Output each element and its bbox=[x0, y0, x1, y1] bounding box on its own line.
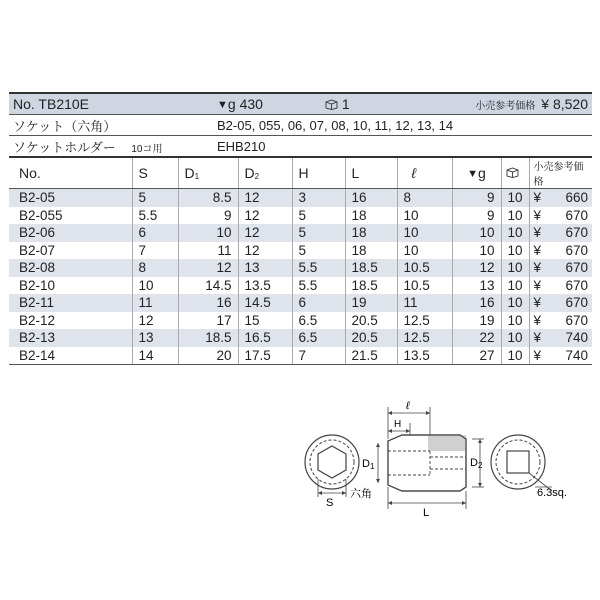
socket-diagram bbox=[290, 395, 590, 520]
cell-no: B2-06 bbox=[9, 224, 132, 242]
cell-d2: 15 bbox=[238, 312, 292, 330]
cell-d1: 14.5 bbox=[178, 277, 238, 295]
cell-d1: 11 bbox=[178, 242, 238, 260]
cell-h: 5 bbox=[292, 224, 345, 242]
cell-g: 16 bbox=[452, 294, 501, 312]
cell-g: 22 bbox=[452, 329, 501, 347]
diagram-ell-label: ℓ bbox=[406, 400, 410, 412]
cell-ell: 10 bbox=[397, 207, 452, 225]
price-value: 740 bbox=[565, 347, 588, 363]
cell-h: 5 bbox=[292, 242, 345, 260]
diagram-s-label: S bbox=[326, 497, 334, 509]
socket-sizes: B2-05, 055, 06, 07, 08, 10, 11, 12, 13, 14 bbox=[217, 115, 592, 136]
price-value: 670 bbox=[565, 277, 588, 293]
price-value: 660 bbox=[565, 190, 588, 206]
cell-no: B2-11 bbox=[9, 294, 132, 312]
cell-qty: 10 bbox=[501, 189, 529, 207]
col-weight: ▼g bbox=[452, 158, 501, 189]
cell-ell: 12.5 bbox=[397, 312, 452, 330]
cell-d1: 9 bbox=[178, 207, 238, 225]
cell-d2: 16.5 bbox=[238, 329, 292, 347]
cell-price bbox=[529, 312, 592, 330]
box-icon bbox=[325, 99, 338, 110]
table-row bbox=[9, 277, 592, 295]
col-price: 小売参考価格 bbox=[529, 158, 592, 189]
table-row bbox=[9, 224, 592, 242]
holder-row bbox=[9, 136, 592, 158]
cell-h: 7 bbox=[292, 347, 345, 365]
col-d2: $D_2$ bbox=[238, 158, 292, 189]
cell-no: B2-13 bbox=[9, 329, 132, 347]
cell-no: B2-12 bbox=[19, 312, 56, 328]
cell-d1: 8.5 bbox=[178, 189, 238, 207]
cell-d1: 12 bbox=[178, 259, 238, 277]
col-l: L bbox=[345, 158, 397, 189]
cell-d2: 13.5 bbox=[238, 277, 292, 295]
set-price: 小売参考価格 ¥ 8,520 bbox=[419, 93, 592, 115]
cell-g: 9 bbox=[452, 189, 501, 207]
cell-price bbox=[529, 189, 592, 207]
price-value: 670 bbox=[565, 207, 588, 223]
cell-d2: 13 bbox=[238, 259, 292, 277]
set-info-table bbox=[9, 92, 592, 158]
diagram-d2-label: D2 bbox=[470, 457, 483, 470]
col-no: No. bbox=[9, 158, 132, 189]
cell-s: 7 bbox=[132, 242, 178, 260]
spec-sheet bbox=[9, 92, 592, 365]
cell-price bbox=[529, 224, 592, 242]
cell-d2: 12 bbox=[238, 242, 292, 260]
diagram-sq-label: 6.3sq. bbox=[537, 487, 567, 499]
box-icon bbox=[506, 167, 519, 178]
cell-price bbox=[529, 329, 592, 347]
holder-model: EHB210 bbox=[217, 136, 592, 158]
cell-d2: 17.5 bbox=[238, 347, 292, 365]
table-row bbox=[9, 294, 592, 312]
table-row bbox=[9, 329, 592, 347]
cell-d2: 12 bbox=[238, 189, 292, 207]
yen-sign: ¥ bbox=[533, 312, 542, 328]
cell-price bbox=[529, 242, 592, 260]
set-quantity: 1 bbox=[325, 93, 419, 115]
diagram-l-label: L bbox=[423, 507, 430, 519]
cell-l: 20.5 bbox=[345, 312, 397, 330]
cell-d1: 17 bbox=[178, 312, 238, 330]
down-triangle-icon: ▼ bbox=[467, 168, 479, 180]
cell-ell: 11 bbox=[397, 294, 452, 312]
cell-s: 8 bbox=[132, 259, 178, 277]
cell-ell: 8 bbox=[397, 189, 452, 207]
yen-sign: ¥ bbox=[533, 277, 542, 293]
cell-l: 18.5 bbox=[345, 259, 397, 277]
cell-ell: 10 bbox=[397, 242, 452, 260]
diagram-h-label: H bbox=[394, 419, 402, 430]
cell-g: 19 bbox=[452, 312, 501, 330]
cell-h: 5 bbox=[292, 207, 345, 225]
cell-qty: 10 bbox=[501, 329, 529, 347]
cell-h: 6 bbox=[292, 294, 345, 312]
table-row bbox=[9, 207, 592, 225]
cell-s: 12 bbox=[132, 312, 178, 330]
cell-d2: 12 bbox=[238, 224, 292, 242]
holder-label: ソケットホルダー 10コ用 bbox=[9, 136, 217, 158]
cell-g: 10 bbox=[452, 224, 501, 242]
table-row bbox=[9, 242, 592, 260]
cell-l: 18.5 bbox=[345, 277, 397, 295]
yen-sign: ¥ bbox=[533, 242, 542, 258]
col-qty bbox=[501, 158, 529, 189]
table-row bbox=[9, 189, 592, 207]
cell-l: 18 bbox=[345, 207, 397, 225]
cell-g: 12 bbox=[452, 259, 501, 277]
cell-h: 3 bbox=[292, 189, 345, 207]
cell-h: 5.5 bbox=[292, 259, 345, 277]
cell-qty: 10 bbox=[501, 294, 529, 312]
price-value: 670 bbox=[565, 225, 588, 241]
cell-qty: 10 bbox=[501, 259, 529, 277]
col-s: S bbox=[132, 158, 178, 189]
cell-ell: 10.5 bbox=[397, 277, 452, 295]
socket-row bbox=[9, 115, 592, 136]
cell-s: 5.5 bbox=[132, 207, 178, 225]
cell-d2: 12 bbox=[238, 207, 292, 225]
cell-no: B2-14 bbox=[9, 347, 132, 365]
front-view bbox=[305, 435, 372, 509]
cell-d1: 18.5 bbox=[178, 329, 238, 347]
cell-qty: 10 bbox=[501, 224, 529, 242]
cell-s: 13 bbox=[132, 329, 178, 347]
socket-spec-table bbox=[9, 158, 592, 365]
cell-qty: 10 bbox=[501, 347, 529, 365]
cell-g: 27 bbox=[452, 347, 501, 365]
cell-d2: 14.5 bbox=[238, 294, 292, 312]
table-row bbox=[9, 347, 592, 365]
cell-g: 9 bbox=[452, 207, 501, 225]
price-value: 670 bbox=[565, 260, 588, 276]
cell-no: B2-07 bbox=[19, 242, 56, 258]
set-header-row bbox=[9, 93, 592, 115]
price-value: 740 bbox=[565, 330, 588, 346]
cell-s: 14 bbox=[132, 347, 178, 365]
price-value: 670 bbox=[565, 295, 588, 311]
cell-no: B2-10 bbox=[19, 277, 56, 293]
cell-qty: 10 bbox=[501, 277, 529, 295]
cell-s: 5 bbox=[132, 189, 178, 207]
side-view bbox=[362, 400, 484, 519]
cell-h: 6.5 bbox=[292, 312, 345, 330]
cell-g: 10 bbox=[452, 242, 501, 260]
cell-l: 21.5 bbox=[345, 347, 397, 365]
cell-d1: 10 bbox=[178, 224, 238, 242]
cell-s: 11 bbox=[132, 294, 178, 312]
cell-no: B2-055 bbox=[19, 207, 63, 223]
cell-l: 16 bbox=[345, 189, 397, 207]
cell-ell: 10 bbox=[397, 224, 452, 242]
yen-sign: ¥ bbox=[533, 347, 542, 363]
back-view bbox=[491, 435, 567, 499]
cell-no: B2-05 bbox=[9, 189, 132, 207]
cell-h: 5.5 bbox=[292, 277, 345, 295]
cell-l: 18 bbox=[345, 224, 397, 242]
col-d1: $D_1$ bbox=[178, 158, 238, 189]
diagram-d1-label: D1 bbox=[362, 458, 375, 471]
cell-price bbox=[529, 259, 592, 277]
cell-l: 18 bbox=[345, 242, 397, 260]
cell-qty: 10 bbox=[501, 312, 529, 330]
price-value: 670 bbox=[565, 242, 588, 258]
yen-sign: ¥ bbox=[533, 225, 542, 241]
cell-qty: 10 bbox=[501, 242, 529, 260]
price-value: 670 bbox=[565, 312, 588, 328]
yen-sign: ¥ bbox=[533, 330, 542, 346]
cell-d1: 16 bbox=[178, 294, 238, 312]
socket-label: ソケット（六角） bbox=[9, 115, 217, 136]
yen-sign: ¥ bbox=[533, 260, 542, 276]
cell-l: 19 bbox=[345, 294, 397, 312]
cell-price bbox=[529, 347, 592, 365]
cell-price bbox=[529, 294, 592, 312]
cell-h: 6.5 bbox=[292, 329, 345, 347]
cell-qty: 10 bbox=[501, 207, 529, 225]
down-triangle-icon: ▼ bbox=[217, 99, 228, 111]
cell-d1: 20 bbox=[178, 347, 238, 365]
set-number: No. TB210E bbox=[9, 93, 217, 115]
cell-s: 6 bbox=[132, 224, 178, 242]
cell-l: 20.5 bbox=[345, 329, 397, 347]
table-row bbox=[9, 312, 592, 330]
cell-price bbox=[529, 207, 592, 225]
cell-ell: 12.5 bbox=[397, 329, 452, 347]
yen-sign: ¥ bbox=[533, 190, 542, 206]
col-h: H bbox=[292, 158, 345, 189]
cell-price bbox=[529, 277, 592, 295]
cell-no: B2-08 bbox=[9, 259, 132, 277]
table-row bbox=[9, 259, 592, 277]
set-weight: ▼g 430 bbox=[217, 93, 325, 115]
yen-sign: ¥ bbox=[533, 207, 542, 223]
cell-ell: 10.5 bbox=[397, 259, 452, 277]
spec-header-row bbox=[9, 158, 592, 189]
col-ell: ℓ bbox=[397, 158, 452, 189]
cell-g: 13 bbox=[452, 277, 501, 295]
cell-s: 10 bbox=[132, 277, 178, 295]
diagram-hex-label: 六角 bbox=[350, 488, 372, 500]
yen-sign: ¥ bbox=[533, 295, 542, 311]
cell-ell: 13.5 bbox=[397, 347, 452, 365]
